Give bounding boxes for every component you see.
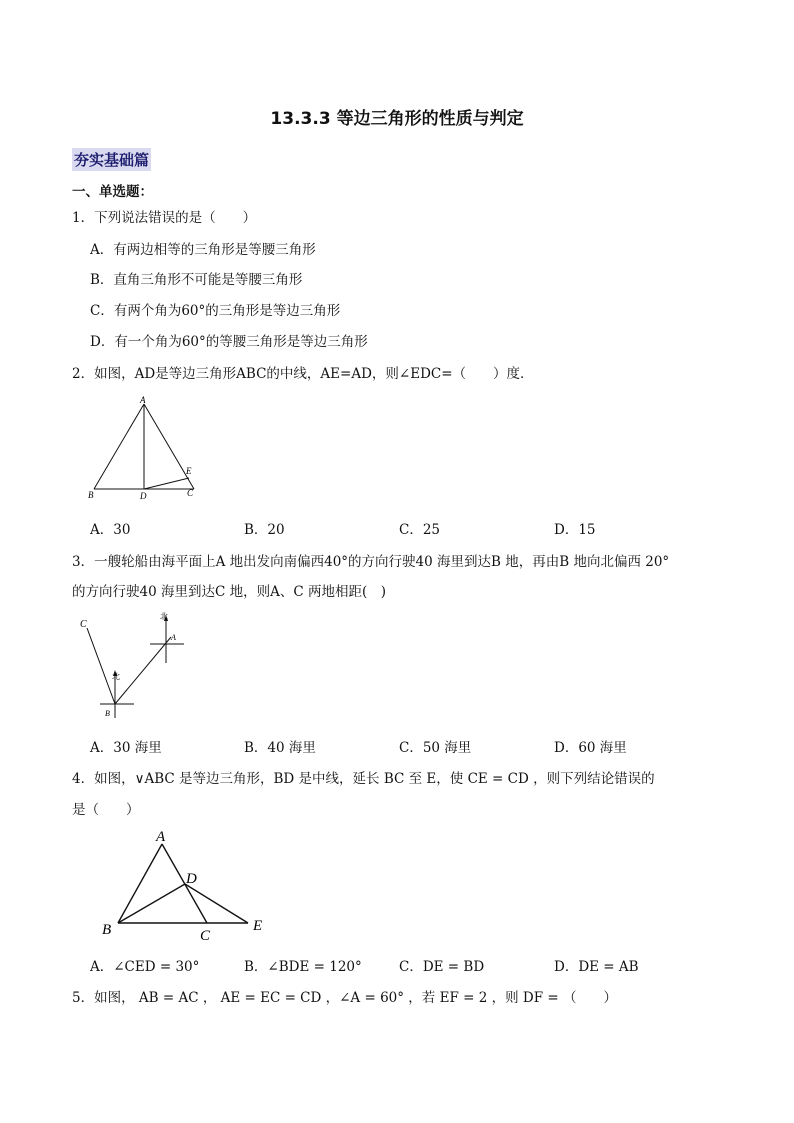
q4-label-c: C (200, 928, 211, 944)
q3-option-c: C．50 海里 (399, 740, 472, 756)
q3-option-b: B．40 海里 (244, 740, 316, 756)
q5-stem: 5．如图， AB = AC ， AE = EC = CD ，∠A = 60° ，若 EF = 2 ，则 DF = （ ） (72, 990, 617, 1006)
q4-option-b: B．∠BDE = 120° (244, 959, 362, 975)
q1-option-c: C．有两个角为60°的三角形是等边三角形 (90, 303, 341, 319)
q4-figure (98, 824, 278, 944)
q3-option-d: D．60 海里 (554, 740, 627, 756)
q4-label-e: E (253, 918, 263, 934)
q3-north-top: 北 (160, 612, 168, 621)
q2-option-d: D．15 (554, 522, 596, 538)
q2-option-a: A．30 (90, 522, 131, 538)
q4-stem-line1: 4．如图，∨ABC 是等边三角形，BD 是中线，延长 BC 至 E，使 CE = CD ，则下列结论错误的 (72, 771, 655, 787)
q2-label-e: E (186, 466, 192, 476)
q4-label-b: B (102, 922, 112, 938)
q1-stem: 1．下列说法错误的是（ ） (72, 210, 257, 226)
q3-stem-line1: 3．一艘轮船由海平面上A 地出发向南偏西40°的方向行驶40 海里到达B 地，再由B 地向北偏西 20° (72, 554, 670, 570)
q4-label-a: A (156, 829, 166, 845)
q2-label-a: A (140, 395, 146, 405)
q2-label-c: C (187, 488, 194, 498)
q2-option-c: C．25 (399, 522, 441, 538)
q4-stem-line2: 是（ ） (72, 802, 140, 818)
q1-option-b: B．直角三角形不可能是等腰三角形 (90, 272, 303, 288)
q3-north-bottom: 北 (112, 672, 120, 681)
q3-option-a: A．30 海里 (90, 740, 162, 756)
q2-label-d: D (140, 491, 147, 501)
subsection-heading: 一、单选题： (72, 184, 153, 200)
q3-label-c: C (80, 619, 87, 630)
q3-figure (72, 608, 202, 726)
page-title: 13.3.3 等边三角形的性质与判定 (270, 109, 524, 129)
q2-stem: 2．如图，AD是等边三角形ABC的中线，AE=AD，则∠EDC=（ ）度． (72, 366, 534, 382)
q3-label-a: A (171, 633, 176, 642)
section-heading: 夯实基础篇 (72, 148, 151, 171)
q4-option-d: D．DE = AB (554, 959, 639, 975)
q2-figure (86, 392, 206, 504)
q3-stem-line2: 的方向行驶40 海里到达C 地，则A、C 两地相距( ) (72, 584, 386, 600)
q4-option-c: C．DE = BD (399, 959, 485, 975)
q4-label-d: D (186, 871, 197, 887)
q2-label-b: B (88, 490, 94, 500)
q2-option-b: B．20 (244, 522, 285, 538)
q1-option-d: D．有一个角为60°的等腰三角形是等边三角形 (90, 334, 368, 350)
q3-label-b: B (105, 709, 110, 718)
q4-option-a: A．∠CED = 30° (90, 959, 200, 975)
q1-option-a: A．有两边相等的三角形是等腰三角形 (90, 242, 316, 258)
